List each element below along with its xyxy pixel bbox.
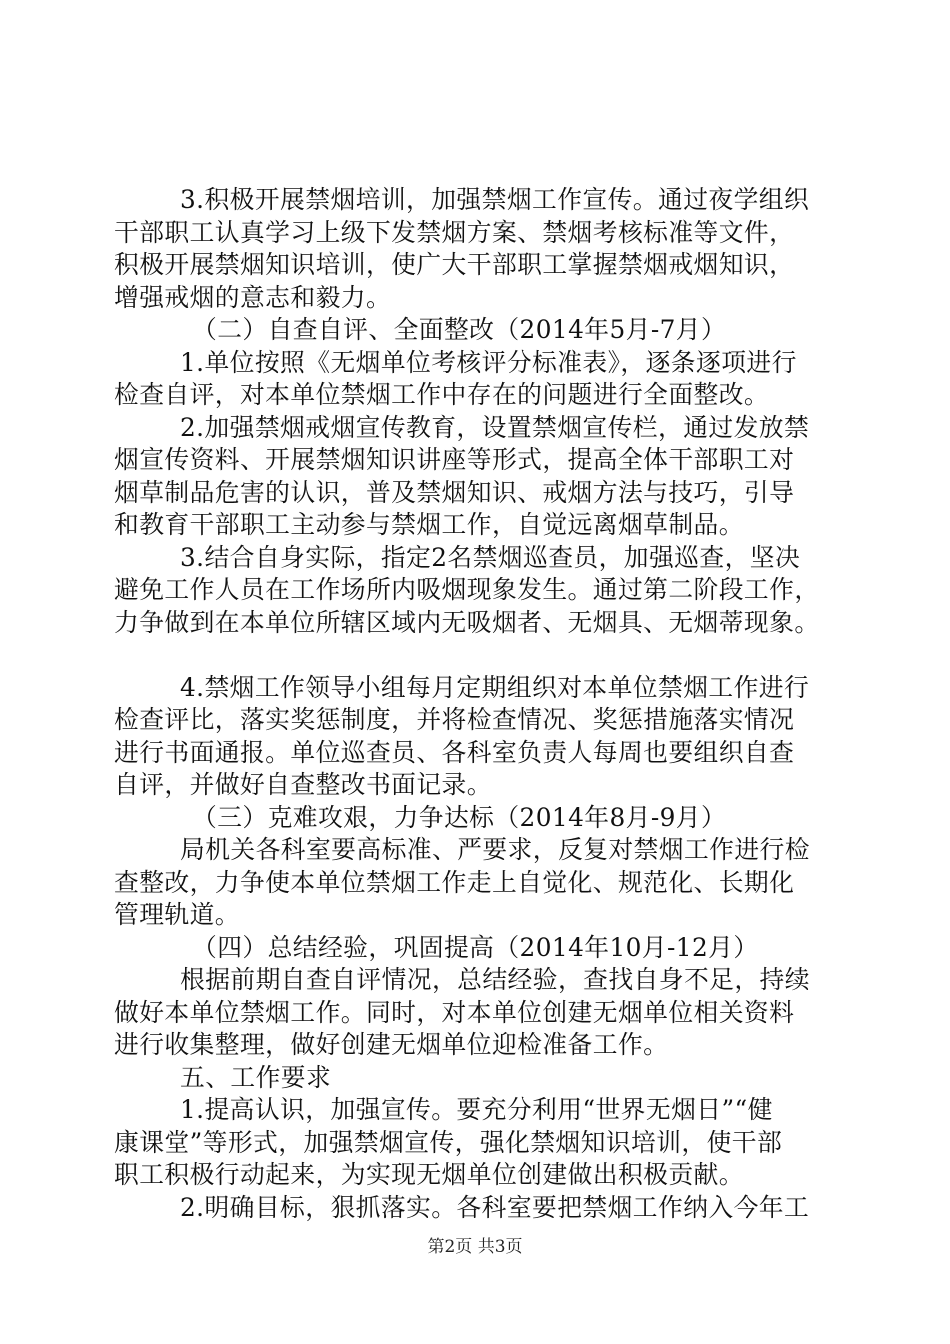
section-heading: （三）克难攻艰，力争达标（2014年8月-9月） [192, 802, 727, 832]
paragraph-line: 增强戒烟的意志和毅力。 [114, 282, 392, 312]
paragraph-line: 局机关各科室要高标准、严要求，反复对禁烟工作进行检 [180, 835, 810, 864]
paragraph-line: 进行收集整理，做好创建无烟单位迎检准备工作。 [114, 1030, 669, 1059]
page-number-footer: 第2页 共3页 [427, 1237, 523, 1257]
section-heading: 五、工作要求 [180, 1062, 332, 1092]
paragraph-line: 查整改，力争使本单位禁烟工作走上自觉化、规范化、长期化 [114, 867, 795, 897]
paragraph-line: 1.单位按照《无烟单位考核评分标准表》，逐条逐项进行 [180, 347, 797, 377]
paragraph-line: 积极开展禁烟知识培训，使广大干部职工掌握禁烟戒烟知识， [114, 250, 795, 279]
paragraph-line: 1.提高认识，加强宣传。要充分利用“世界无烟日”“健 [180, 1095, 773, 1124]
paragraph-line: 避免工作人员在工作场所内吸烟现象发生。通过第二阶段工作， [114, 575, 820, 604]
paragraph-line: 康课堂”等形式，加强禁烟宣传，强化禁烟知识培训，使干部 [114, 1127, 783, 1157]
paragraph-line: 干部职工认真学习上级下发禁烟方案、禁烟考核标准等文件， [114, 217, 795, 247]
paragraph-line: 和教育干部职工主动参与禁烟工作，自觉远离烟草制品。 [114, 510, 744, 539]
paragraph-line: 2.加强禁烟戒烟宣传教育，设置禁烟宣传栏，通过发放禁 [180, 412, 810, 442]
section-heading: （二）自查自评、全面整改（2014年5月-7月） [192, 315, 727, 344]
section-heading: （四）总结经验，巩固提高（2014年10月-12月） [192, 932, 759, 962]
paragraph-line: 力争做到在本单位所辖区域内无吸烟者、无烟具、无烟蒂现象。 [114, 607, 820, 637]
document-body [114, 184, 834, 1224]
paragraph-line: 管理轨道。 [114, 900, 240, 929]
paragraph-line: 烟宣传资料、开展禁烟知识讲座等形式，提高全体干部职工对 [114, 445, 795, 474]
paragraph-line: 根据前期自查自评情况，总结经验，查找自身不足，持续 [180, 965, 810, 994]
paragraph-line: 3.积极开展禁烟培训，加强禁烟工作宣传。通过夜学组织 [180, 185, 810, 214]
paragraph-line: 4.禁烟工作领导小组每月定期组织对本单位禁烟工作进行 [180, 672, 810, 702]
paragraph-line: 进行书面通报。单位巡查员、各科室负责人每周也要组织自查 [114, 737, 795, 767]
paragraph-line: 自评，并做好自查整改书面记录。 [114, 770, 492, 799]
paragraph-line: 做好本单位禁烟工作。同时，对本单位创建无烟单位相关资料 [114, 997, 795, 1027]
paragraph-line: 烟草制品危害的认识，普及禁烟知识、戒烟方法与技巧，引导 [114, 477, 795, 507]
blank-line [114, 639, 834, 672]
paragraph-line: 检查自评，对本单位禁烟工作中存在的问题进行全面整改。 [114, 380, 770, 409]
paragraph-line: 2.明确目标，狠抓落实。各科室要把禁烟工作纳入今年工 [180, 1192, 810, 1222]
paragraph-line: 检查评比，落实奖惩制度，并将检查情况、奖惩措施落实情况 [114, 705, 795, 734]
paragraph-line: 职工积极行动起来，为实现无烟单位创建做出积极贡献。 [114, 1160, 744, 1189]
paragraph-line: 3.结合自身实际，指定2名禁烟巡查员，加强巡查，坚决 [180, 542, 801, 572]
